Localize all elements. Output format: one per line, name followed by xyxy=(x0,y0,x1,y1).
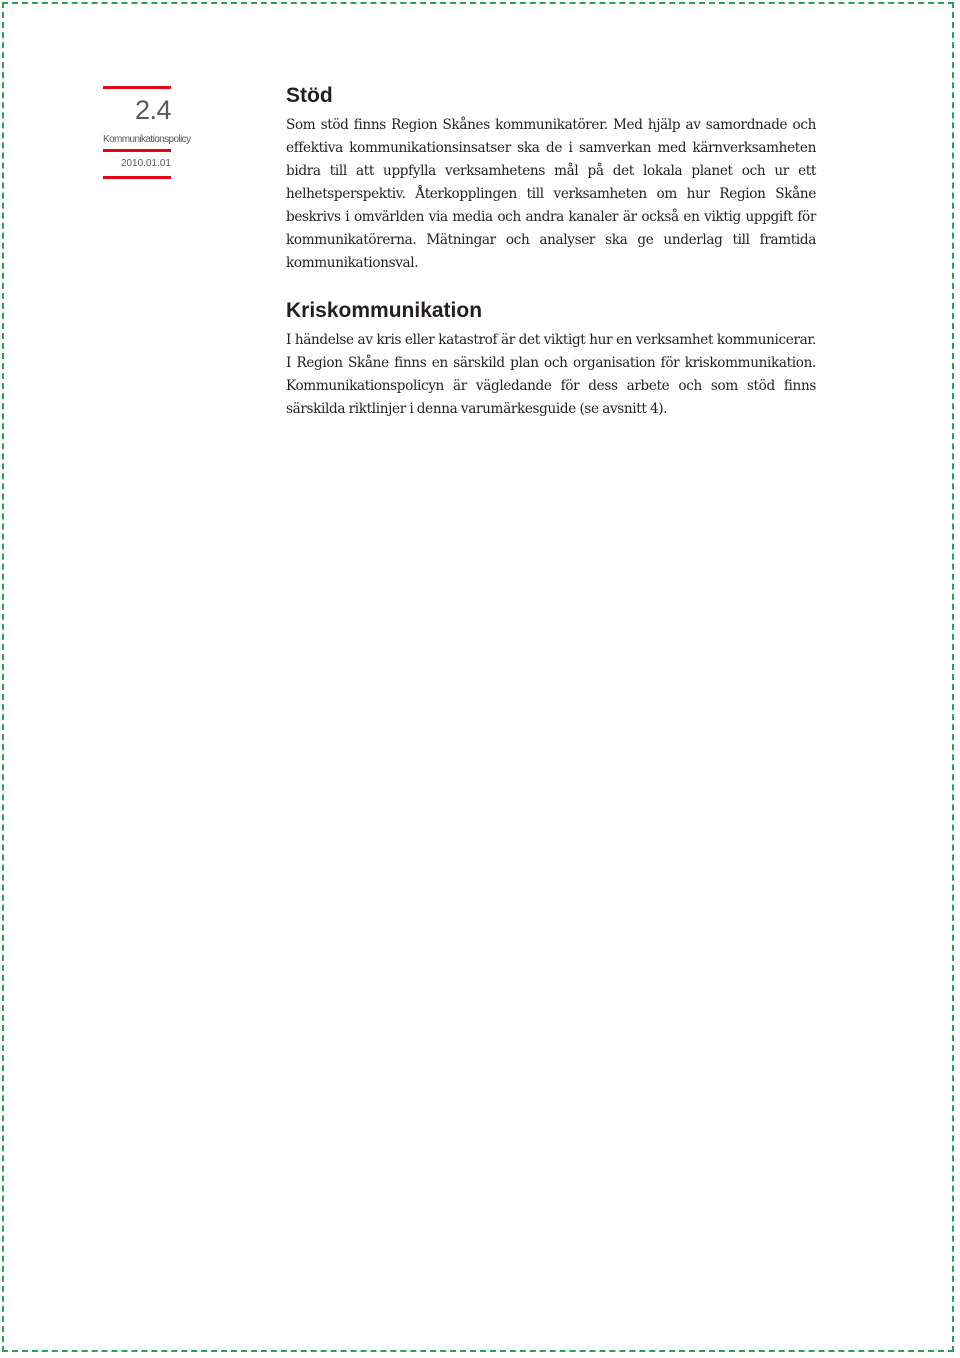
section-heading: Kriskommunikation xyxy=(286,299,483,322)
section-stod xyxy=(286,82,816,275)
section-sidebar xyxy=(103,86,191,179)
bottom-red-rule xyxy=(103,176,171,179)
section-heading: Stöd xyxy=(286,84,333,107)
document-title: Kommunikationspolicy xyxy=(103,134,191,145)
section-number: 2.4 xyxy=(134,95,171,125)
section-kriskommunikation xyxy=(286,297,816,421)
section-body: Som stöd finns Region Skånes kommunikatörer. Med hjälp av samordnade och effektiva kommunikationsinsatser ska de i samverkan med kärnverksamheten bidra till att uppfylla verksamhetens mål på det lokala planet och ur ett helhetsperspektiv. Återkopplingen till verksamheten om hur Region Skåne beskrivs i omvärlden via media och andra kanaler är också en viktig uppgift för kommunikatörerna. Mätningar och analyser ska ge underlag till framtida kommunikationsval. xyxy=(286,117,816,271)
document-date: 2010.01.01 xyxy=(120,158,171,169)
middle-red-rule xyxy=(103,149,171,152)
section-body: I händelse av kris eller katastrof är det viktigt hur en verksamhet kommunicerar. I Region Skåne finns en särskild plan och organisation för kriskommunikation. Kommunikationspolicyn är vägledande för dess arbete och som stöd finns särskilda riktlinjer i denna varumärkesguide (se avsnitt 4). xyxy=(286,332,816,417)
top-red-rule xyxy=(103,86,171,89)
main-content xyxy=(286,82,816,421)
